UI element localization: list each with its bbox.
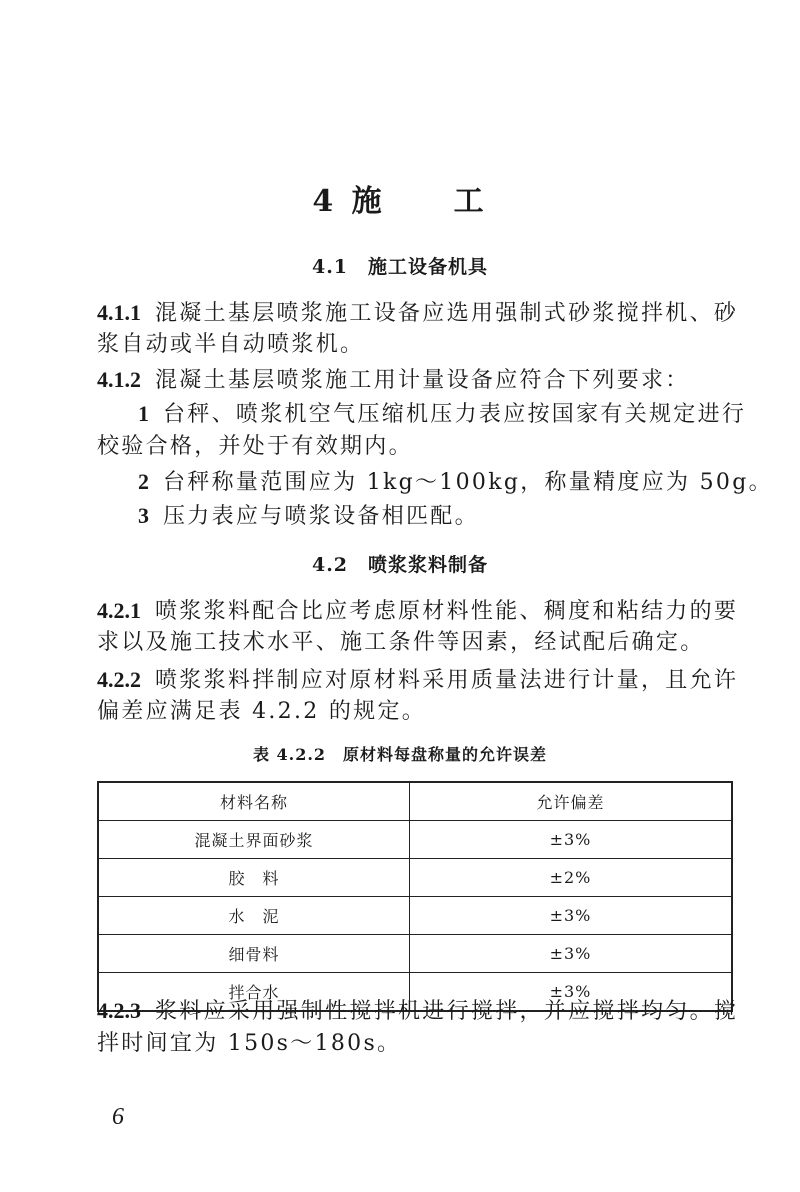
- clause-4-1-2: 4.1.2 混凝土基层喷浆施工用计量设备应符合下列要求：: [97, 367, 690, 393]
- table-row: [98, 821, 732, 859]
- cell-material: 混凝土界面砂浆: [98, 821, 410, 859]
- page-number: 6: [112, 1104, 124, 1130]
- header-cell: 允许偏差: [410, 782, 733, 821]
- cell-tolerance: ±3%: [410, 973, 733, 1012]
- cell-material: 胶 料: [98, 859, 410, 897]
- table-row: [98, 897, 732, 935]
- table-header-row: [98, 782, 732, 821]
- clause-4-2-3-cont: 拌时间宜为 150s～180s。: [97, 1031, 402, 1056]
- clause-4-2-2: 4.2.2 喷浆浆料拌制应对原材料采用质量法进行计量，且允许: [97, 667, 739, 693]
- table-row: [98, 935, 732, 973]
- tolerance-table: [97, 781, 733, 1012]
- cell-tolerance: ±3%: [410, 897, 733, 935]
- header-cell: 材料名称: [98, 782, 410, 821]
- cell-material: 拌合水: [98, 973, 410, 1012]
- cell-tolerance: ±3%: [410, 821, 733, 859]
- cell-tolerance: ±2%: [410, 859, 733, 897]
- clause-4-2-1-cont: 求以及施工技术水平、施工条件等因素，经试配后确定。: [97, 630, 705, 655]
- chapter-title: 4 施 工: [312, 184, 488, 219]
- item-1-cont: 校验合格，并处于有效期内。: [97, 434, 413, 459]
- clause-4-2-2-cont: 偏差应满足表 4.2.2 的规定。: [97, 699, 427, 724]
- clause-4-1-1: 4.1.1 混凝土基层喷浆施工设备应选用强制式砂浆搅拌机、砂: [97, 300, 739, 326]
- clause-4-1-1-cont: 浆自动或半自动喷浆机。: [97, 332, 365, 357]
- item-3: 3 压力表应与喷浆设备相匹配。: [138, 503, 479, 529]
- table-caption: 表 4.2.2 原材料每盘称量的允许误差: [252, 745, 548, 764]
- section-heading-4-1: 4.1 施工设备机具: [311, 256, 489, 278]
- item-2: 2 台秤称量范围应为 1kg～100kg，称量精度应为 50g。: [138, 469, 773, 495]
- cell-tolerance: ±3%: [410, 935, 733, 973]
- clause-4-2-1: 4.2.1 喷浆浆料配合比应考虑原材料性能、稠度和粘结力的要: [97, 598, 739, 624]
- cell-material: 水 泥: [98, 897, 410, 935]
- table-row: [98, 859, 732, 897]
- item-1: 1 台秤、喷浆机空气压缩机压力表应按国家有关规定进行: [138, 401, 747, 427]
- section-heading-4-2: 4.2 喷浆浆料制备: [311, 554, 489, 576]
- cell-material: 细骨料: [98, 935, 410, 973]
- clause-4-2-3: 4.2.3 浆料应采用强制性搅拌机进行搅拌，并应搅拌均匀。搅: [97, 998, 739, 1024]
